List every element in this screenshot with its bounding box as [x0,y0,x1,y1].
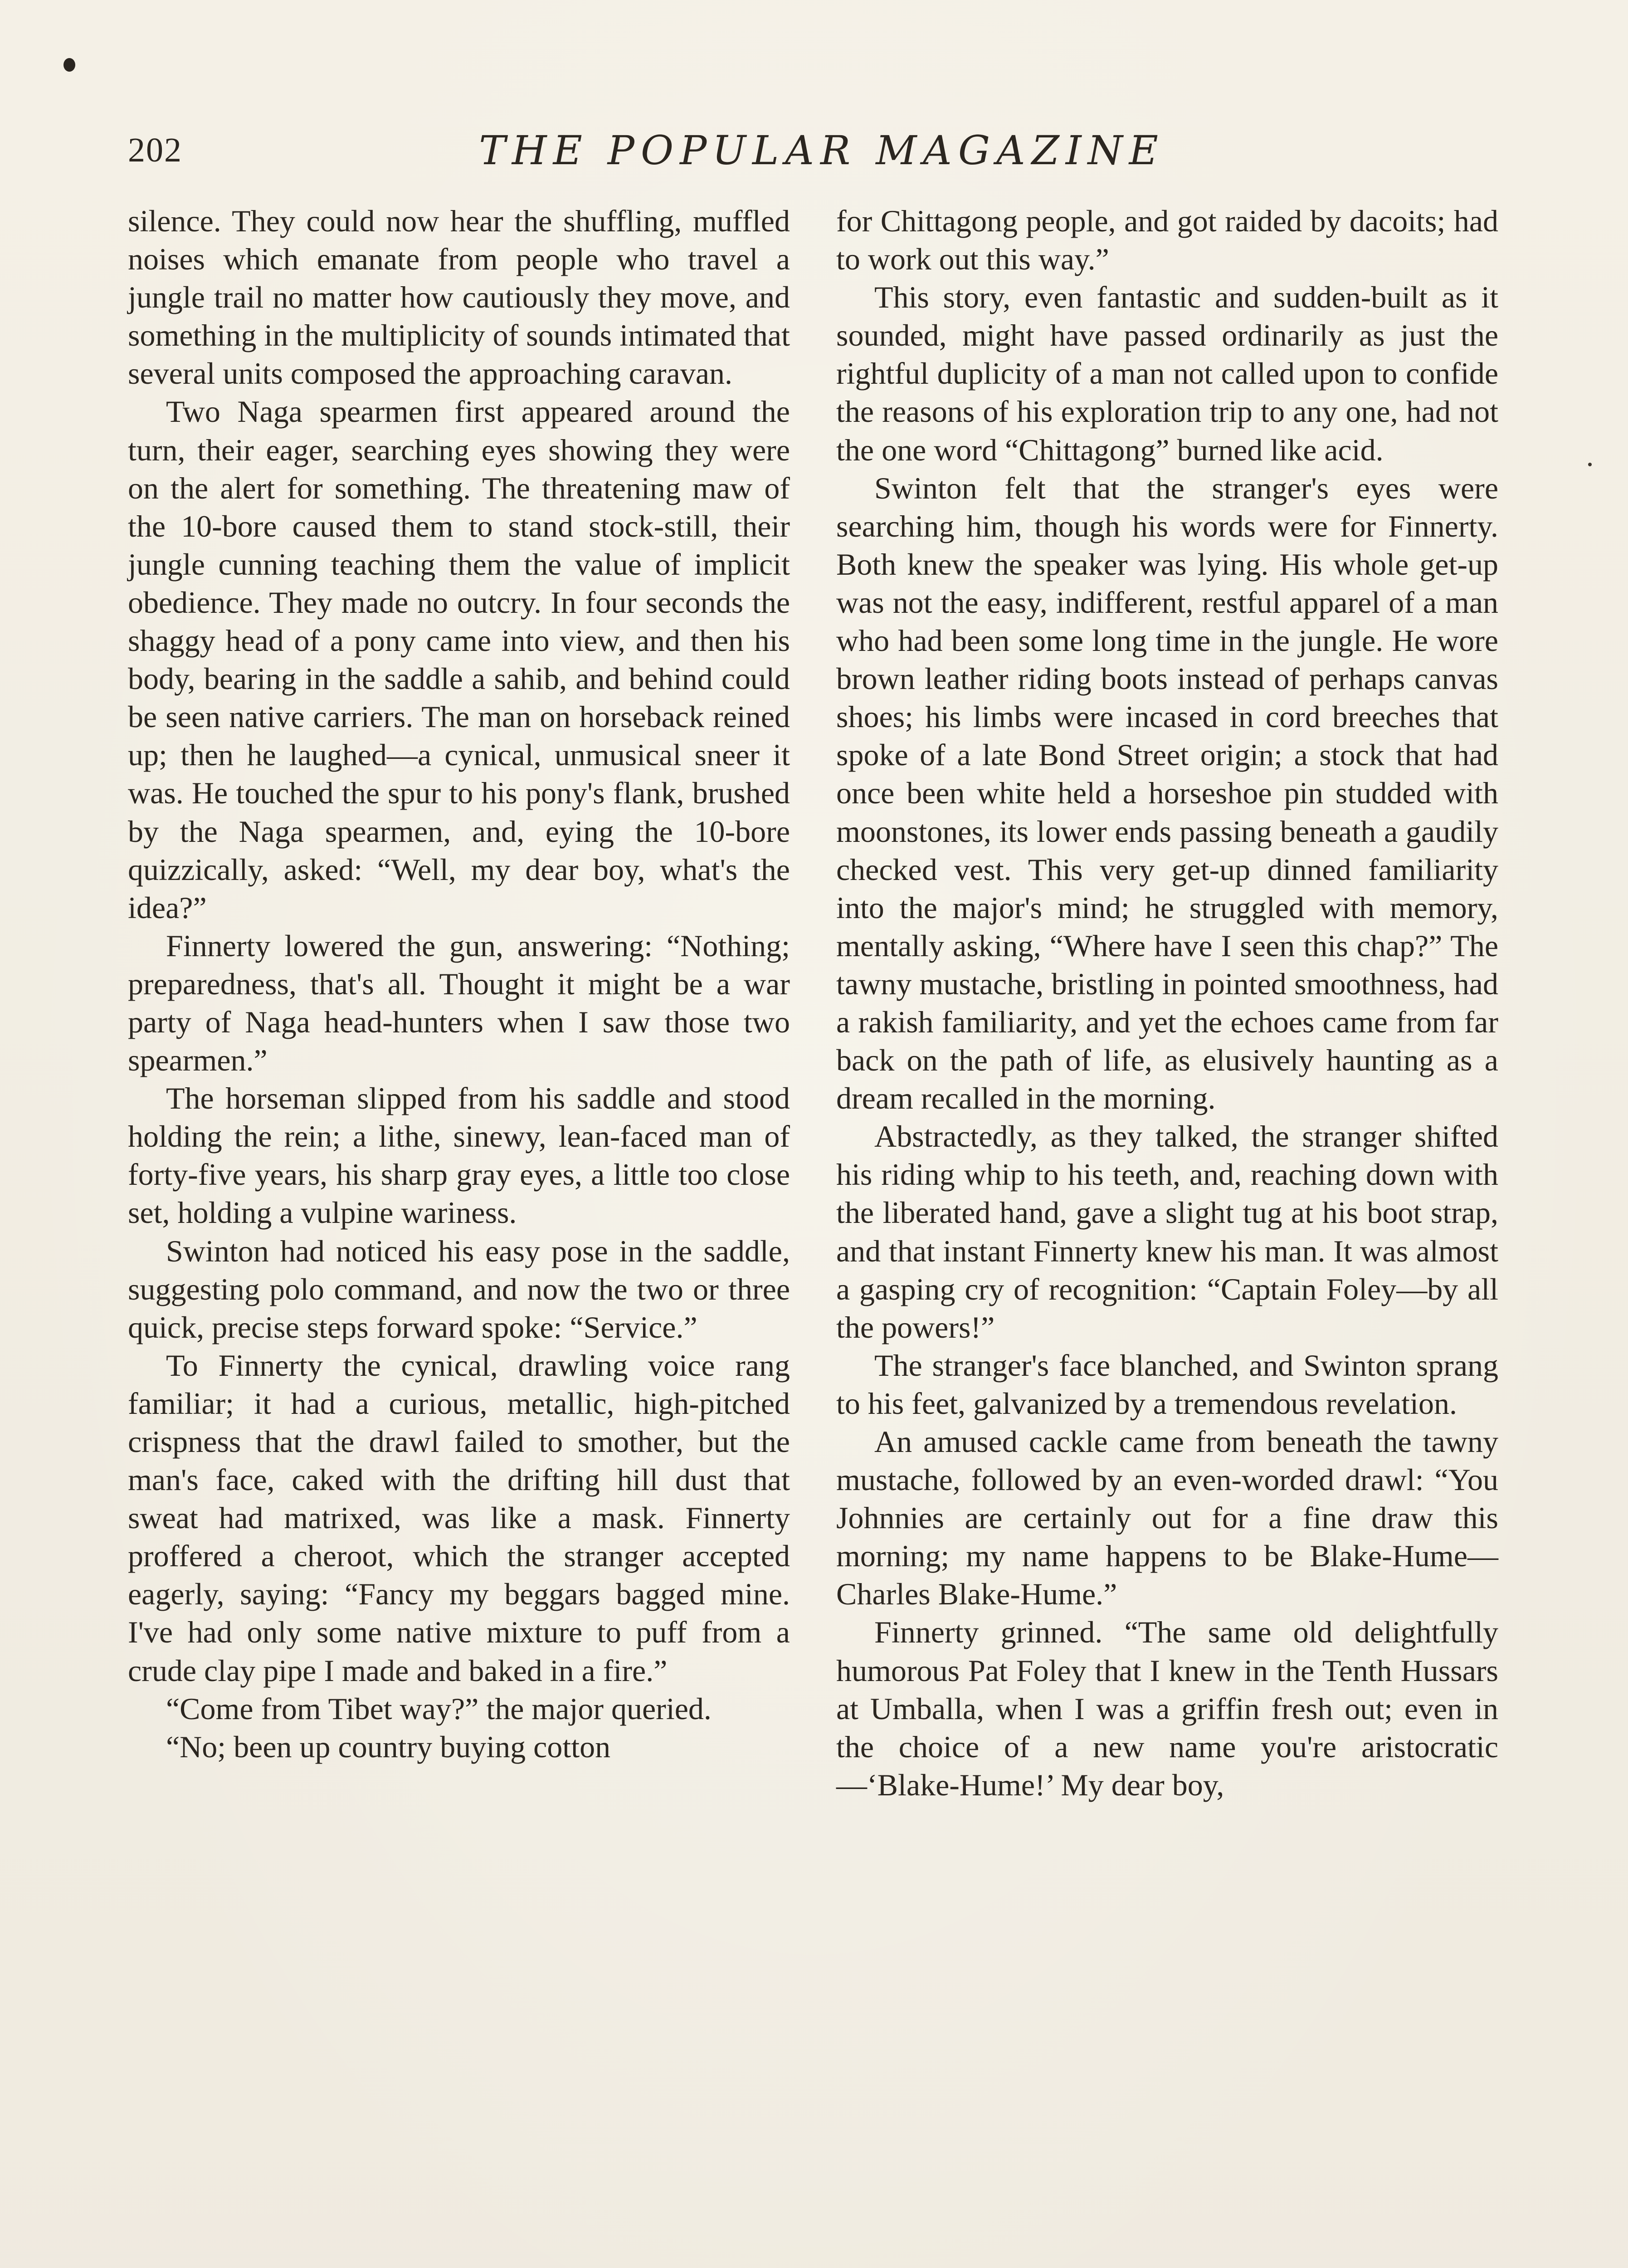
paragraph: Swinton had noticed his easy pose in the saddle, suggesting polo command, and now the two or three quick, precise steps forward spoke: “Service.” [128,1233,790,1344]
paragraph: An amused cackle came from beneath the tawny mustache, followed by an even-worded drawl: “You Johnnies are certainly out for a fine draw this morning; my name happens to be Blake-Hume—Charles Blake-Hume.” [836,1424,1498,1612]
paragraph: Abstractedly, as they talked, the stranger shifted his riding whip to his teeth, and, reaching down with the liberated hand, gave a slight tug at his boot strap, and that instant Finnerty knew his man. It was almost a gasping cry of recognition: “Captain Foley—by all the powers!” [836,1119,1498,1344]
page-number: 202 [128,131,182,169]
paragraph: This story, even fantastic and sudden-built as it sounded, might have passed ordinarily as just the rightful duplicity of a man not called upon to confide the reasons of his exploration trip to any one, had not the one word “Chittagong” burned like acid. [836,280,1498,467]
print-speck [1588,463,1592,466]
paragraph: Two Naga spearmen first appeared around the turn, their eager, searching eyes showing they were on the alert for something. The threatening maw of the 10-bore caused them to stand stock-still, their jungle cunning teaching them the value of implicit obedience. They made no outcry. In four seconds the shaggy head of a pony came into view, and then his body, bearing in the saddle a sahib, and behind could be seen native carriers. The man on horseback reined up; then he laughed—a cynical, unmusical sneer it was. He touched the spur to his pony's flank, brushed by the Naga spearmen, and, eying the 10-bore quizzically, asked: “Well, my dear boy, what's the idea?” [128,394,790,925]
bullet-mark [63,58,75,72]
paragraph: Finnerty lowered the gun, answering: “Nothing; preparedness, that's all. Thought it might be a war party of Naga head-hunters when I saw those two spearmen.” [128,928,790,1078]
page-header [128,122,1516,177]
paragraph: Finnerty grinned. “The same old delightfully humorous Pat Foley that I knew in the Tenth Hussars at Umballa, when I was a griffin fresh out; even in the choice of a new name you're aristocratic—‘Blake-Hume!’ My dear boy, [836,1615,1498,1802]
paragraph: The horseman slipped from his saddle and stood holding the rein; a lithe, sinewy, lean-faced man of forty-five years, his sharp gray eyes, a little too close set, holding a vulpine wariness. [128,1081,790,1230]
paragraph: silence. They could now hear the shuffling, muffled noises which emanate from people who travel a jungle trail no matter how cautiously they move, and something in the multiplicity of sounds intimated that several units composed the approaching caravan. [128,204,790,391]
paragraph: To Finnerty the cynical, drawling voice rang familiar; it had a curious, metallic, high-pitched crispness that the drawl failed to smother, but the man's face, caked with the drifting hill dust that sweat had matrixed, was like a mask. Finnerty proffered a cheroot, which the stranger accepted eagerly, saying: “Fancy my beggars bagged mine. I've had only some native mixture to puff from a crude clay pipe I made and baked in a fire.” [128,1348,790,1688]
paragraph: The stranger's face blanched, and Swinton sprang to his feet, galvanized by a tremendous revelation. [836,1348,1498,1421]
paragraph: “No; been up country buying cotton [166,1729,611,1764]
paragraph: “Come from Tibet way?” the major queried. [166,1691,712,1726]
left-column [128,202,790,1766]
paragraph: for Chittagong people, and got raided by dacoits; had to work out this way.” [836,204,1498,277]
right-column [836,202,1498,1804]
paragraph: Swinton felt that the stranger's eyes were searching him, though his words were for Finnerty. Both knew the speaker was lying. His whole get-up was not the easy, indifferent, restful apparel of a man who had been some long time in the jungle. He wore brown leather riding boots instead of perhaps canvas shoes; his limbs were incased in cord breeches that spoke of a late Bond Street origin; a stock that had once been white held a horseshoe pin studded with moonstones, its lower ends passing beneath a gaudily checked vest. This very get-up dinned familiarity into the major's mind; he struggled with memory, mentally asking, “Where have I seen this chap?” The tawny mustache, bristling in pointed smoothness, had a rakish familiarity, and yet the echoes came from far back on the path of life, as elusively haunting as a dream recalled in the morning. [836,470,1498,1116]
magazine-title: THE POPULAR MAGAZINE [479,127,1165,174]
